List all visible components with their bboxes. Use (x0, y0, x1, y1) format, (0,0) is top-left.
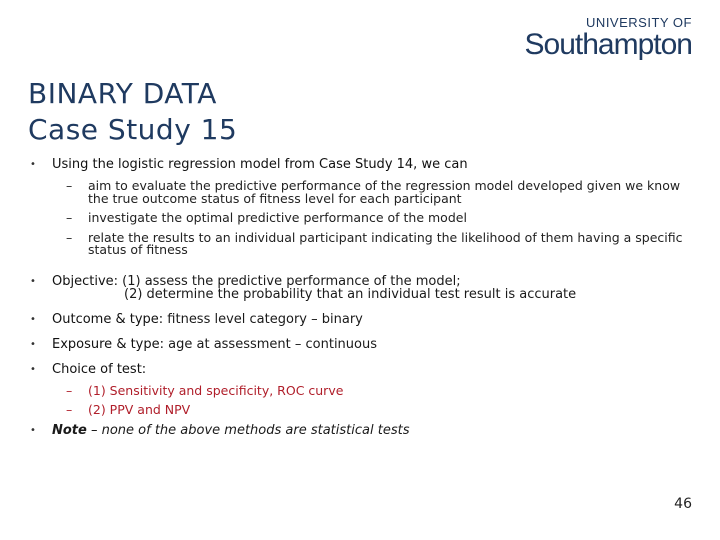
objective-label: Objective: (52, 273, 119, 289)
title-line-1: BINARY DATA (28, 77, 217, 110)
bullet-exposure (30, 338, 702, 351)
title-line-2: Case Study 15 (28, 113, 238, 146)
exposure-label: Exposure & type: (52, 336, 165, 352)
objective-text-2: (2) determine the probability that an individual test result is accurate (124, 286, 577, 302)
page-number: 46 (674, 496, 692, 512)
choice-sublist (52, 382, 702, 417)
bullet-note (30, 424, 702, 437)
choice-label: Choice of test: (52, 361, 147, 377)
outcome-label: Outcome & type: (52, 311, 164, 327)
sub-item: – relate the results to an individual participant indicating the likelihood of them having a specific status of fitness (66, 232, 702, 257)
bullet-outcome (30, 313, 702, 326)
sub-item: – investigate the optimal predictive performance of the model (66, 212, 702, 225)
intro-sublist (52, 180, 702, 257)
logo-top-text: UNIVERSITY OF (586, 15, 692, 30)
bullet-intro (30, 158, 702, 257)
note-text: – none of the above methods are statistical tests (86, 422, 410, 438)
slide-title (28, 76, 237, 148)
bullet-intro-text: Using the logistic regression model from Case Study 14, we can (52, 157, 468, 172)
bullet-choice (30, 363, 702, 417)
sub-item: – (1) Sensitivity and specificity, ROC curve (66, 385, 702, 398)
bullet-list (30, 158, 702, 449)
note-label: Note (52, 422, 87, 438)
bullet-objective (30, 275, 702, 301)
exposure-text: age at assessment – continuous (164, 336, 378, 352)
objective-text: (1) assess the predictive performance of the model; (118, 273, 461, 289)
sub-item: – (2) PPV and NPV (66, 404, 702, 417)
sub-item: – aim to evaluate the predictive performance of the regression model developed given we know the true outcome status of fitness level for each participant (66, 180, 702, 205)
outcome-text: fitness level category – binary (163, 311, 363, 327)
logo-main-text: Southampton (524, 28, 692, 61)
university-logo (525, 16, 692, 60)
